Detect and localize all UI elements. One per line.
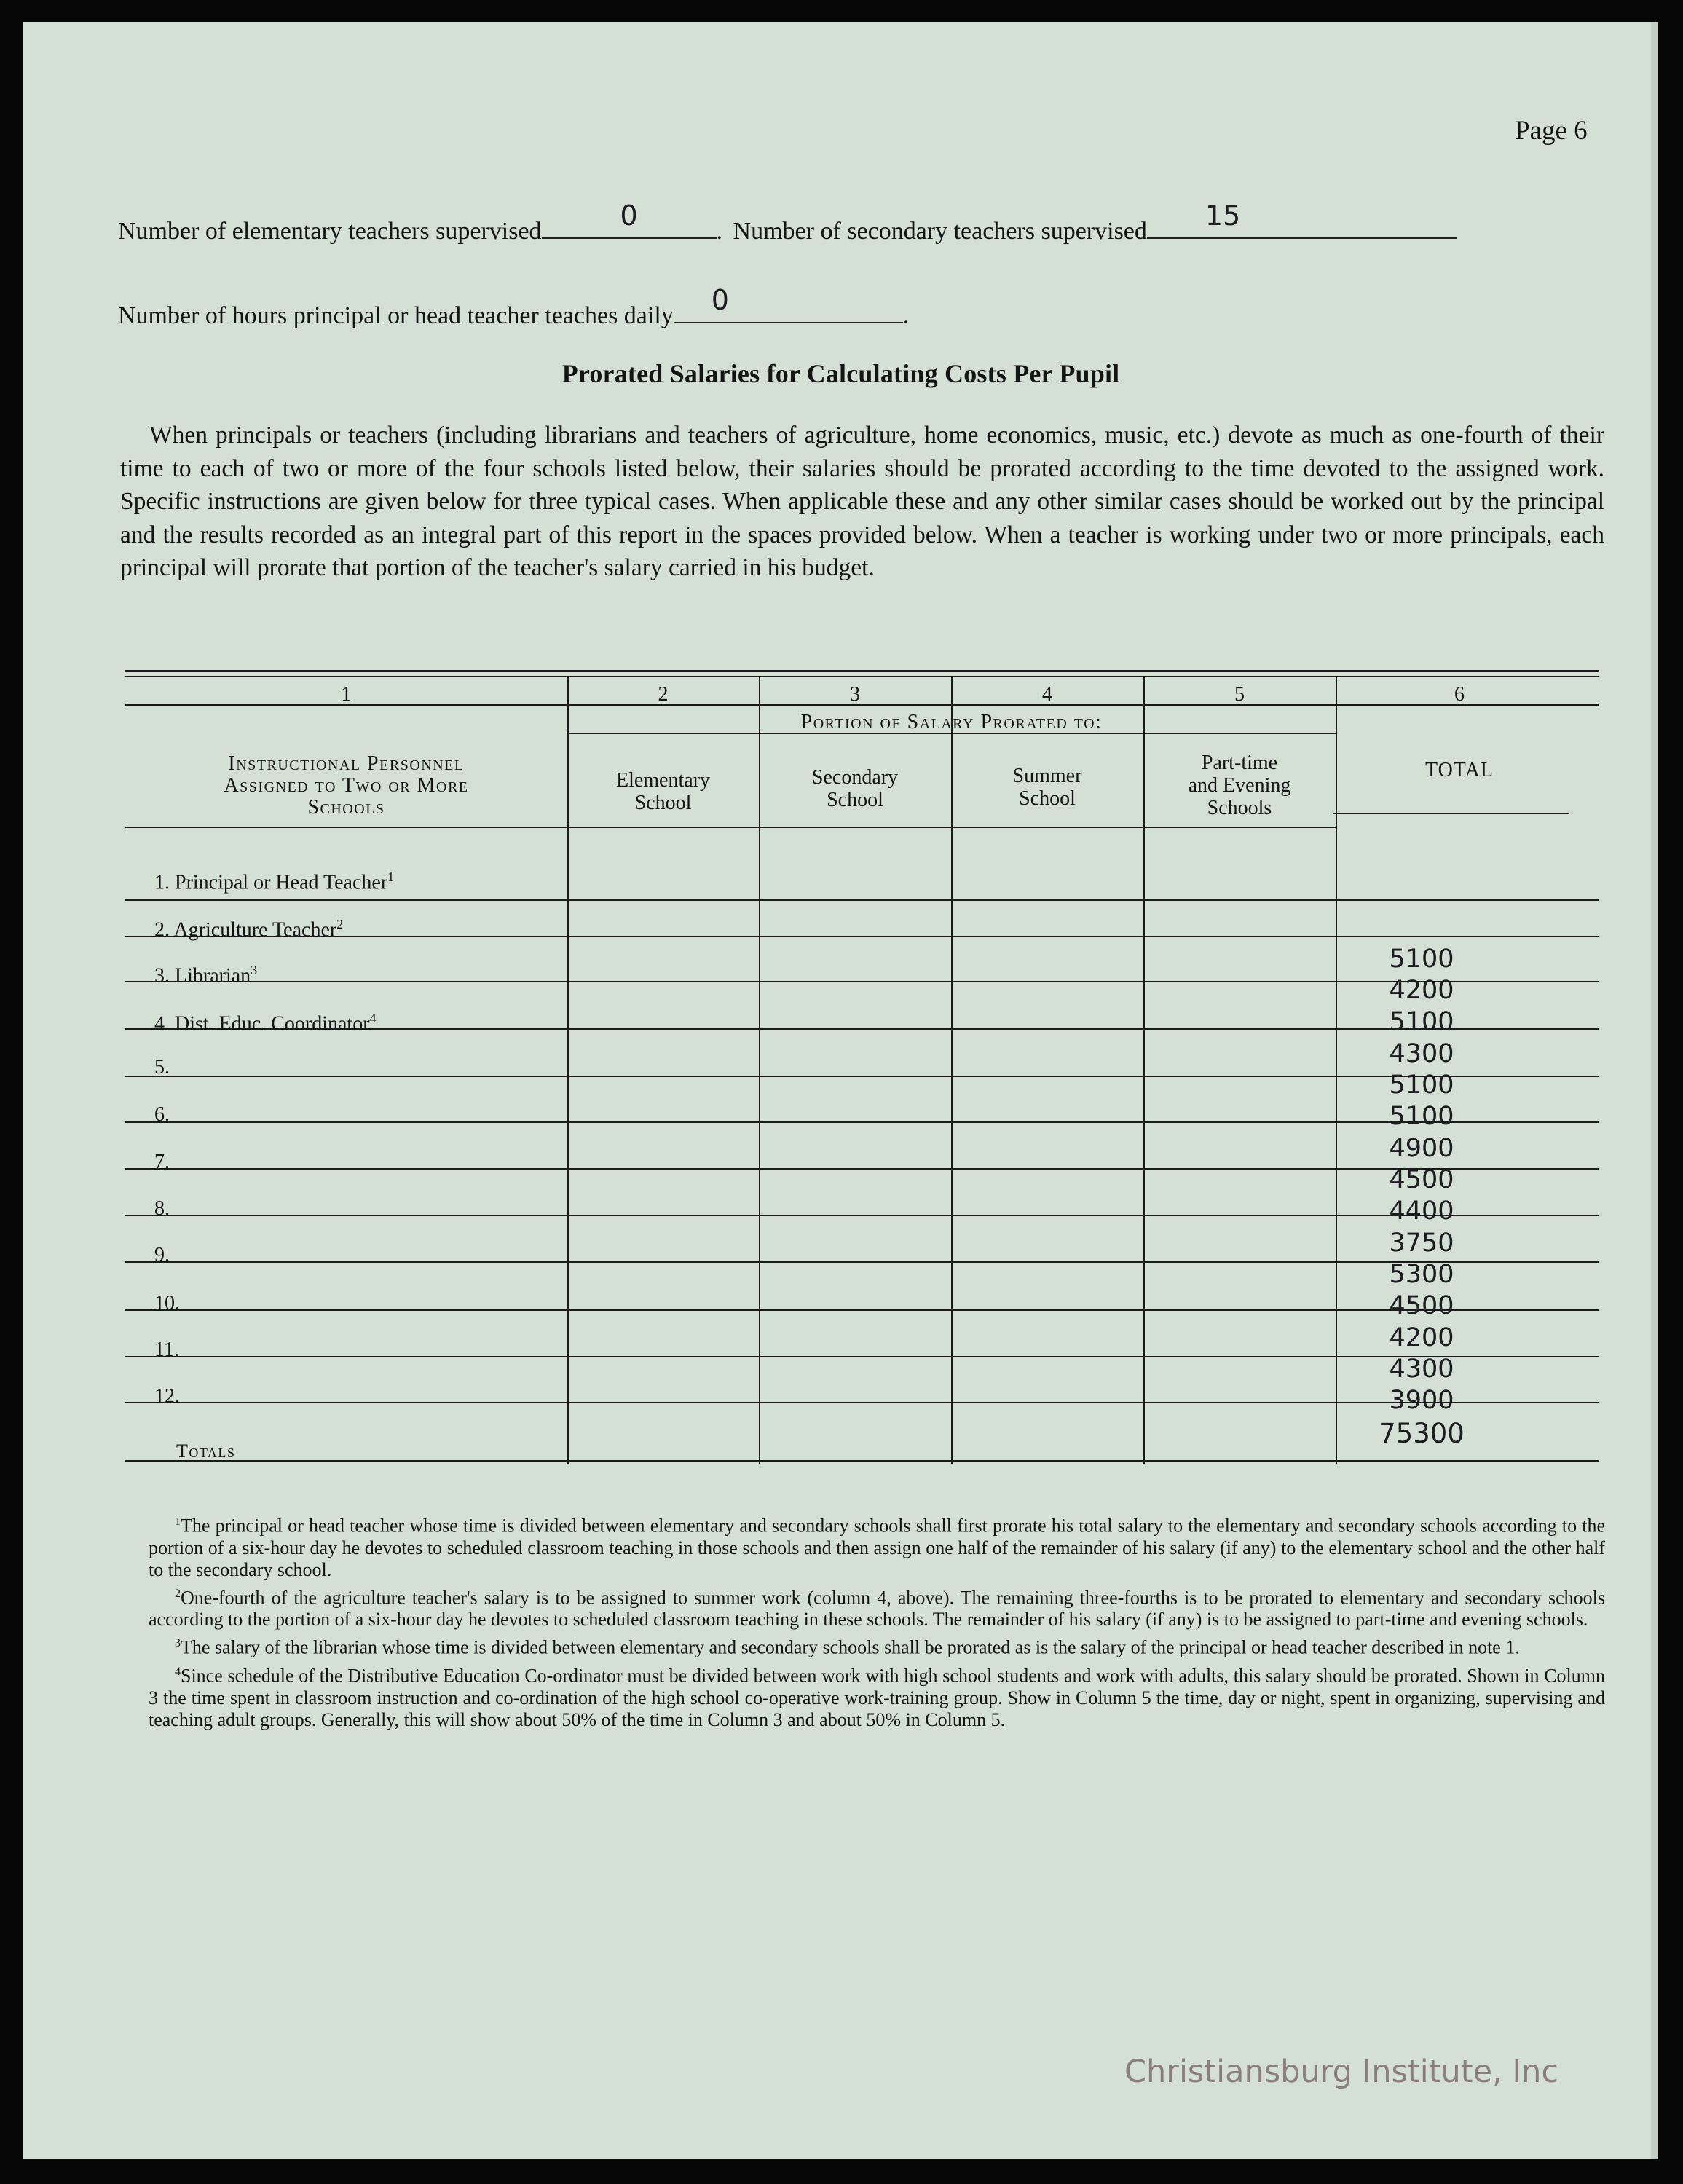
- handwritten-total-1: 5100: [1389, 945, 1454, 974]
- handwritten-total-9: 4400: [1389, 1197, 1454, 1226]
- col2-header: [567, 769, 759, 814]
- col4-header: [951, 765, 1143, 810]
- footnote-1-mark: 1: [175, 1515, 181, 1528]
- col1-header: [125, 753, 567, 819]
- secondary-teachers-field[interactable]: [1147, 200, 1457, 239]
- header-bottom-rule: [125, 827, 1336, 828]
- row-label-12: 12.: [154, 1385, 180, 1408]
- table-top-rule-2: [125, 676, 1599, 677]
- handwritten-total-7: 4900: [1389, 1134, 1454, 1163]
- row-note-3: 3: [251, 963, 258, 977]
- row-label-4-text: 4. Dist. Educ. Coordinator: [154, 1012, 370, 1036]
- handwritten-total-8: 4500: [1389, 1165, 1454, 1194]
- footnote-3-mark: 3: [175, 1637, 181, 1650]
- hours-teaches-line: Number of hours principal or head teacher teaches daily 0 .: [118, 284, 910, 329]
- col1-header-line-3: Schools: [307, 796, 385, 819]
- handwritten-total-14: 4300: [1389, 1355, 1454, 1384]
- col3-header-line-2: School: [827, 789, 883, 811]
- handwritten-total-6: 5100: [1389, 1102, 1454, 1131]
- col5-header-line-1: Part-time: [1201, 752, 1278, 774]
- watermark: Christiansburg Institute, Inc: [1124, 2054, 1559, 2090]
- row-label-8: 8.: [154, 1197, 170, 1220]
- col3-header-line-1: Secondary: [811, 766, 899, 789]
- col-number-2: 2: [658, 683, 669, 706]
- col5-header-line-2: and Evening: [1188, 774, 1291, 797]
- col3-header: [759, 766, 951, 811]
- handwritten-total-5: 5100: [1389, 1071, 1454, 1100]
- row-label-1: [154, 870, 394, 894]
- section-title: Prorated Salaries for Calculating Costs Per Pupil: [561, 359, 1120, 388]
- col2-header-line-1: Elementary: [615, 769, 711, 792]
- col-number-4: 4: [1042, 683, 1052, 706]
- portion-prorated-header: Portion of Salary Prorated to:: [800, 711, 1103, 733]
- secondary-teachers-label: Number of secondary teachers supervised: [733, 218, 1147, 245]
- secondary-teachers-value: 15: [1205, 200, 1241, 232]
- handwritten-total-10: 3750: [1389, 1229, 1454, 1258]
- teachers-supervised-line: Number of elementary teachers supervised 0 . Number of secondary teachers supervised 15: [118, 208, 1457, 245]
- col-number-3: 3: [850, 683, 860, 706]
- handwritten-total-13: 4200: [1389, 1323, 1454, 1352]
- handwritten-total-12: 4500: [1389, 1291, 1454, 1320]
- col1-header-line-1: Instructional Personnel: [228, 752, 465, 775]
- intro-paragraph: When principals or teachers (including librarians and teachers of agriculture, home economics, music, etc.) devote as much as one-fourth of their time to each of two or more of the four schools listed below, their salaries should be prorated according to the time devoted to the assigned work. Specific instructions are given below for three typical cases. When applicable these and any other similar cases should be worked out by the principal and the results recorded as an integral part of this report in the spaces provided below. When a teacher is working under two or more principals, each principal will prorate that portion of the teacher's salary carried in his budget.: [120, 422, 1604, 581]
- row-label-1-text: 1. Principal or Head Teacher: [154, 871, 388, 894]
- col1-header-line-2: Assigned to Two or More: [224, 774, 469, 797]
- handwritten-total-2: 4200: [1389, 976, 1454, 1005]
- elementary-teachers-field[interactable]: [542, 200, 717, 239]
- col5-header: [1143, 752, 1336, 819]
- footnote-2-text: One-fourth of the agriculture teacher's salary is to be assigned to summer work (column 4, above). The remaining three-fourths is to be prorated to elementary and secondary schools according to the portion of a six-hour day he devotes to scheduled classroom teaching in these schools. The remainder of his salary (if any) is to be assigned to part-time and evening schools.: [149, 1587, 1605, 1631]
- document-page: [23, 22, 1658, 2159]
- row-label-10: 10.: [154, 1292, 180, 1314]
- row-label-5: 5.: [154, 1056, 170, 1079]
- row-label-11: 11.: [154, 1339, 179, 1361]
- hours-teaches-field[interactable]: [674, 284, 903, 323]
- col-number-6: 6: [1454, 683, 1465, 706]
- prorated-salaries-table: [125, 655, 1599, 1478]
- footnote-2: [149, 1583, 1605, 1631]
- footnote-4-text: Since schedule of the Distributive Education Co-ordinator must be divided between work with high school students and work with adults, this salary should be prorated. Shown in Column 3 the time spent in classroom instruction and co-ordination of the high school co-operative work-training group. Show in Column 5 the time, day or night, spent in organizing, supervising and teaching adult groups. Generally, this will show about 50% of the time in Column 3 and about 50% in Column 5.: [149, 1665, 1605, 1730]
- col-number-1: 1: [341, 683, 352, 706]
- col-divider-5: [1336, 677, 1337, 1464]
- col5-header-line-3: Schools: [1207, 797, 1272, 819]
- col6-header: TOTAL: [1424, 759, 1494, 781]
- row-label-2: [154, 917, 343, 942]
- row-label-9: 9.: [154, 1244, 170, 1266]
- total-header-rule: [1333, 813, 1569, 814]
- table-top-rule: [125, 670, 1599, 672]
- handwritten-grand-total: 75300: [1379, 1418, 1465, 1449]
- footnote-2-mark: 2: [175, 1587, 181, 1600]
- col-number-5: 5: [1234, 683, 1245, 706]
- footnote-4-mark: 4: [175, 1665, 181, 1678]
- footnote-3: [149, 1633, 1605, 1659]
- footnote-3-text: The salary of the librarian whose time is divided between elementary and secondary schools shall be prorated as is the salary of the principal or head teacher described in note 1.: [181, 1636, 1520, 1658]
- handwritten-total-11: 5300: [1389, 1260, 1454, 1289]
- row-label-2-text: 2. Agriculture Teacher: [154, 918, 337, 942]
- row-note-4: 4: [369, 1011, 377, 1025]
- footnotes: [149, 1511, 1605, 1733]
- totals-label: Totals: [176, 1440, 236, 1462]
- row-label-6: 6.: [154, 1103, 170, 1126]
- row-rule-1: [125, 899, 1599, 901]
- paper-edge: [1651, 22, 1658, 2159]
- elementary-teachers-label: Number of elementary teachers supervised: [118, 218, 542, 245]
- row-note-2: 2: [336, 917, 344, 931]
- page-number: Page 6: [1515, 116, 1588, 146]
- col4-header-line-1: Summer: [1012, 765, 1082, 787]
- col2-header-line-2: School: [634, 792, 692, 814]
- footnote-1: [149, 1511, 1605, 1581]
- totals-rule: [125, 1460, 1599, 1462]
- handwritten-total-3: 5100: [1389, 1007, 1454, 1036]
- row-label-4: [154, 1011, 377, 1036]
- row-label-7: 7.: [154, 1151, 170, 1173]
- footnote-1-text: The principal or head teacher whose time is divided between elementary and secondary schools shall first prorate his total salary to the elementary and secondary schools according to the portion of a six-hour day he devotes to scheduled classroom teaching in those schools and then assign one half of the remainder of his salary (if any) to the elementary school and the other half to the secondary school.: [149, 1515, 1605, 1580]
- hours-teaches-label: Number of hours principal or head teacher teaches daily: [118, 302, 674, 329]
- col4-header-line-2: School: [1019, 787, 1076, 810]
- row-note-1: 1: [387, 870, 395, 884]
- row-label-3: [154, 963, 257, 987]
- footnote-4: [149, 1661, 1605, 1731]
- row-label-3-text: 3. Librarian: [154, 964, 251, 987]
- handwritten-total-4: 4300: [1389, 1039, 1454, 1068]
- hours-teaches-value: 0: [711, 284, 729, 316]
- handwritten-total-15: 3900: [1389, 1386, 1454, 1415]
- elementary-teachers-value: 0: [620, 200, 638, 232]
- row-rule-2: [125, 936, 1599, 937]
